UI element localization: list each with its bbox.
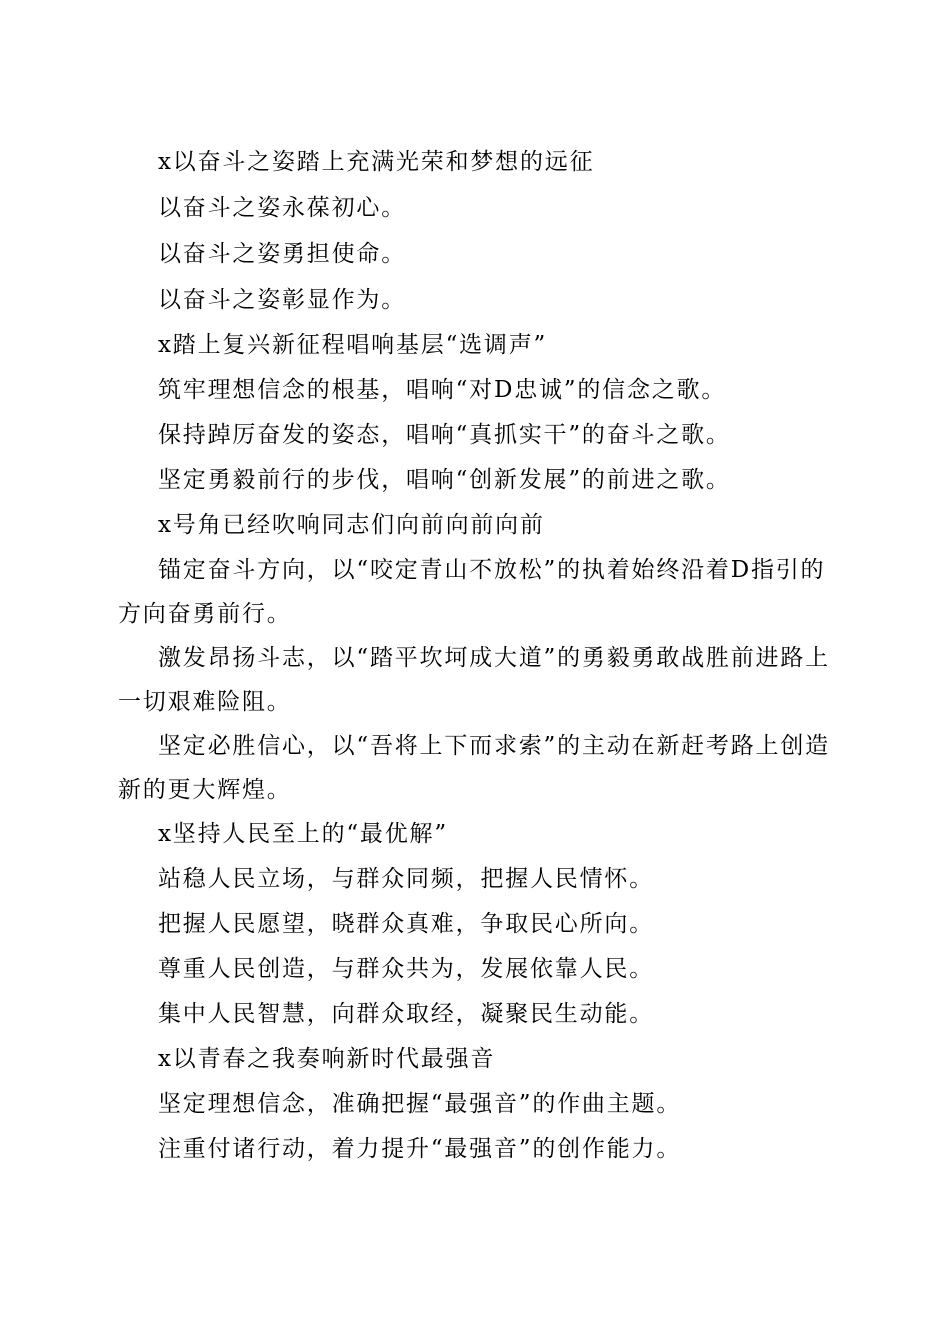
heading-4: x坚持人民至上的“最优解”	[158, 821, 448, 847]
paragraph: 激发昂扬斗志，以“踏平坎坷成大道”的勇毅勇敢战胜前进路上一切艰难险阻。	[118, 645, 830, 715]
paragraph: 站稳人民立场，与群众同频，把握人民情怀。	[158, 866, 654, 892]
heading-2: x踏上复兴新征程唱响基层“选调声”	[158, 332, 548, 358]
paragraph: 以奋斗之姿彰显作为。	[158, 287, 406, 313]
heading-3: x号角已经吹响同志们向前向前向前	[158, 512, 545, 538]
paragraph: 以奋斗之姿永葆初心。	[158, 195, 406, 221]
paragraph: 集中人民智慧，向群众取经，凝聚民生动能。	[158, 1001, 654, 1027]
paragraph: 注重付诸行动，着力提升“最强音”的创作能力。	[158, 1136, 682, 1162]
paragraph: 锚定奋斗方向，以“咬定青山不放松”的执着始终沿着D指引的方向奋勇前行。	[118, 557, 826, 627]
paragraph: 筑牢理想信念的根基，唱响“对D忠诚”的信念之歌。	[158, 377, 727, 403]
heading-1: x以奋斗之姿踏上充满光荣和梦想的远征	[158, 149, 595, 175]
paragraph: 保持踔厉奋发的姿态，唱响“真抓实干”的奋斗之歌。	[158, 422, 731, 448]
paragraph: 坚定勇毅前行的步伐，唱响“创新发展”的前进之歌。	[158, 467, 731, 493]
paragraph: 以奋斗之姿勇担使命。	[158, 241, 406, 267]
paragraph: 坚定理想信念，准确把握“最强音”的作曲主题。	[158, 1091, 682, 1117]
paragraph: 尊重人民创造，与群众共为，发展依靠人民。	[158, 956, 654, 982]
heading-5: x以青春之我奏响新时代最强音	[158, 1046, 496, 1072]
paragraph: 把握人民愿望，晓群众真难，争取民心所向。	[158, 911, 654, 937]
paragraph: 坚定必胜信心，以“吾将上下而求索”的主动在新赶考路上创造新的更大辉煌。	[118, 733, 830, 803]
